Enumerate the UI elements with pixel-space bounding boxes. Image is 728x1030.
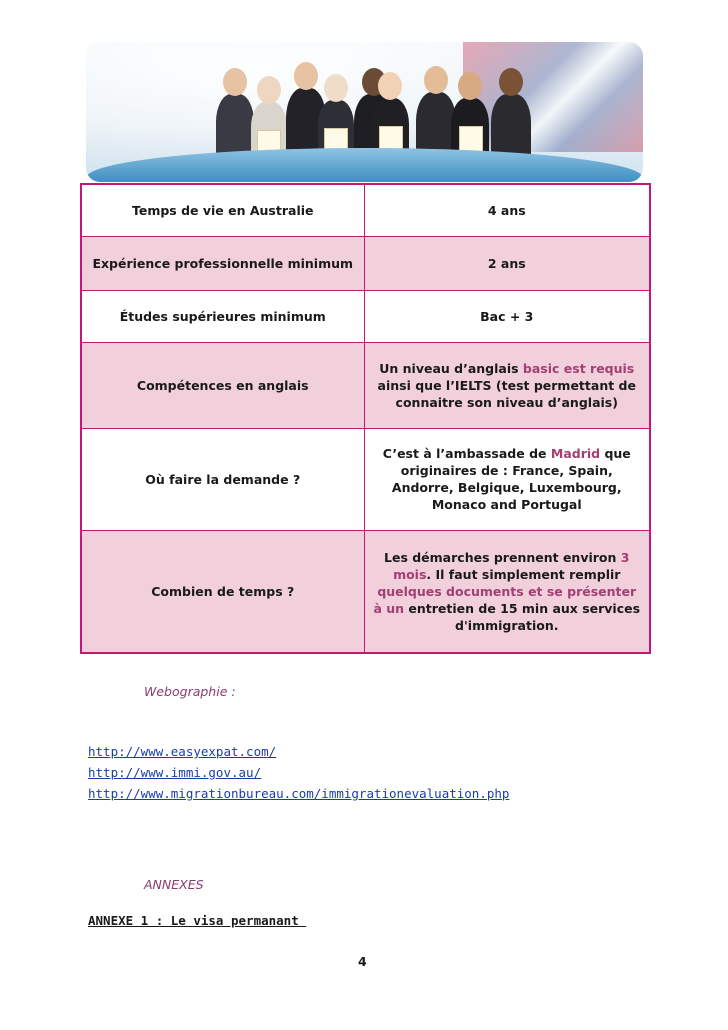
table-row (81, 184, 650, 236)
row-label: Compétences en anglais (81, 343, 364, 428)
webographie-heading: Webographie : (144, 684, 236, 699)
value-text: entretien de 15 min aux services d'immigration. (404, 600, 641, 633)
link-migrationbureau[interactable]: http://www.migrationbureau.com/immigrationevaluation.php (88, 786, 510, 801)
row-value (364, 343, 650, 428)
value-text: que originaires de : France, Spain, Andorre, Belgique, Luxembourg, Monaco and Portugal (391, 446, 631, 513)
page-number: 4 (358, 954, 367, 969)
row-value: 2 ans (364, 236, 650, 290)
table-row (81, 236, 650, 290)
table-row (81, 290, 650, 342)
row-value (364, 530, 650, 653)
row-value (364, 428, 650, 530)
table-row (81, 428, 650, 530)
highlighted-text: basic est requis (522, 360, 635, 376)
annexes-heading: ANNEXES (144, 877, 204, 892)
australian-flag-image (463, 42, 643, 152)
highlighted-text: quelques documents et se présenter à un (373, 583, 637, 616)
value-text: Les démarches prennent environ (384, 549, 621, 565)
row-label: Expérience professionnelle minimum (81, 236, 364, 290)
value-text: Un niveau d’anglais (379, 360, 523, 376)
table-row (81, 530, 650, 653)
value-text: C’est à l’ambassade de (382, 446, 551, 462)
banner-photo (86, 42, 643, 182)
row-label: Temps de vie en Australie (81, 184, 364, 236)
value-text: ainsi que l’IELTS (test permettant de connaitre son niveau d’anglais) (377, 377, 636, 410)
link-easyexpat[interactable]: http://www.easyexpat.com/ (88, 744, 277, 759)
table-row (81, 343, 650, 428)
row-label: Où faire la demande ? (81, 428, 364, 530)
visa-requirements-table (80, 183, 651, 654)
row-label: Combien de temps ? (81, 530, 364, 653)
row-value: Bac + 3 (364, 290, 650, 342)
row-label: Études supérieures minimum (81, 290, 364, 342)
annexe1-title: ANNEXE 1 : Le visa permanant (88, 913, 307, 928)
link-list (88, 741, 509, 804)
highlighted-text: Madrid (550, 446, 601, 462)
highlighted-text: 3 mois (393, 549, 630, 582)
row-value: 4 ans (364, 184, 650, 236)
link-immi[interactable]: http://www.immi.gov.au/ (88, 765, 262, 780)
value-text: . Il faut simplement remplir (426, 566, 621, 582)
